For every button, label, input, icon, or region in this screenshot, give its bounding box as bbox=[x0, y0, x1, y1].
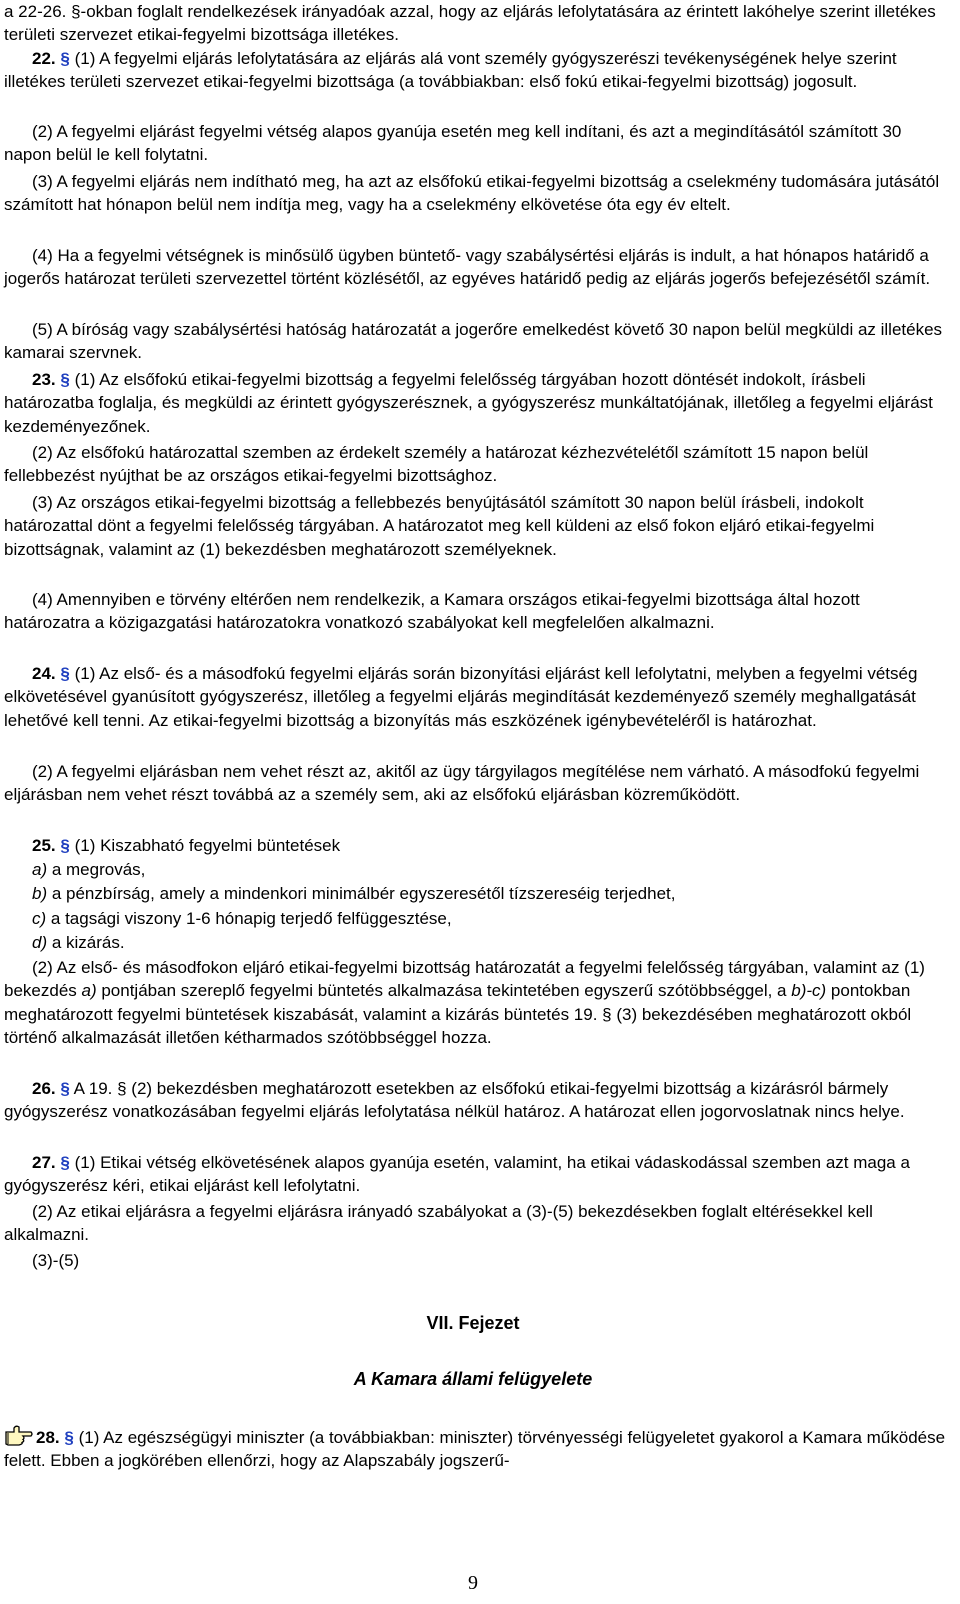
paragraph-intro bbox=[4, 0, 948, 47]
paragraph-text: A 19. § (2) bekezdésben meghatározott esetekben az elsőfokú etikai-fegyelmi bizottság a kizárásról bármely gyógyszerész vonatkozásában fegyelmi eljárás lefolytatása nélkül határoz. A határozat ellen jogorvoslatnak nincs helye. bbox=[4, 1079, 905, 1122]
pointing-hand-icon bbox=[4, 1424, 34, 1446]
section-24-paragraph-2 bbox=[4, 760, 948, 807]
paragraph-text: (2) A fegyelmi eljárást fegyelmi vétség alapos gyanúja esetén meg kell indítani, és azt a megindításától számított 30 napon belül le kell folytatni. bbox=[4, 122, 902, 165]
paragraph-text: (1) Az elsőfokú etikai-fegyelmi bizottság a fegyelmi felelősség tárgyában hozott döntését indokolt, írásbeli határozatba foglalja, és megküldi az érintett gyógyszerésznek, a gyógyszerész munkáltatójának, illetőleg a fegyelmi eljárást kezdeményezőnek. bbox=[4, 370, 933, 436]
section-number: 24. bbox=[32, 664, 56, 683]
paragraph-text: (2) Az elsőfokú határozattal szemben az érdekelt személy a határozat kézhezvételétől számított 15 napon belül fellebbezést nyújthat be az országos etikai-fegyelmi bizottsághoz. bbox=[4, 443, 869, 486]
section-22-paragraph-4 bbox=[4, 244, 948, 291]
section-27-paragraph-2 bbox=[4, 1200, 948, 1247]
list-item bbox=[32, 907, 452, 930]
section-sign-icon: § bbox=[60, 1153, 70, 1172]
paragraph-text: (3) Az országos etikai-fegyelmi bizottság a fellebbezés benyújtásától számított 30 napon belül írásbeli, indokolt határozattal dönt a fegyelmi felelősség tárgyában. A határozatot meg kell küldeni az első fokon eljáró etikai-fegyelmi bizottságnak, valamint az (1) bekezdésben meghatározott személyeknek. bbox=[4, 493, 875, 559]
paragraph-text: (2) Az etikai eljárásra a fegyelmi eljárásra irányadó szabályokat a (3)-(5) bekezdésekben foglalt eltérésekkel kell alkalmazni. bbox=[4, 1202, 873, 1245]
section-28-paragraph-1 bbox=[4, 1424, 948, 1473]
section-27-paragraph-1 bbox=[4, 1151, 948, 1198]
list-text: a pénzbírság, amely a mindenkori minimálbér egyszeresétől tízszereséig terjedhet, bbox=[47, 884, 676, 903]
section-23-paragraph-3 bbox=[4, 491, 948, 561]
section-number: 22. bbox=[32, 49, 56, 68]
paragraph-text: pontjában szereplő fegyelmi büntetés alkalmazása tekintetében egyszerű szótöbbséggel, a bbox=[96, 981, 792, 1001]
paragraph-text: (1) Kiszabható fegyelmi büntetések bbox=[74, 836, 341, 855]
section-26-paragraph bbox=[4, 1077, 948, 1124]
list-letter: d) bbox=[32, 933, 48, 952]
section-sign-icon: § bbox=[60, 664, 70, 683]
section-number: 23. bbox=[32, 370, 56, 389]
section-sign-icon: § bbox=[64, 1428, 74, 1447]
paragraph-text: (3)-(5) bbox=[32, 1251, 80, 1270]
section-number: 26. bbox=[32, 1079, 56, 1098]
section-25-paragraph-2 bbox=[4, 956, 948, 1050]
paragraph-text-italic: b)-c) bbox=[791, 981, 827, 1001]
section-sign-icon: § bbox=[60, 836, 70, 855]
paragraph-text: (1) Az egészségügyi miniszter (a továbbiakban: miniszter) törvényességi felügyeletet gyakorol a Kamara működése felett. Ebben a jogkörében ellenőrzi, hogy az Alapszabály jogszerű- bbox=[4, 1428, 946, 1471]
chapter-title: A Kamara állami felügyelete bbox=[353, 1369, 593, 1389]
list-text: a tagsági viszony 1-6 hónapig terjedő felfüggesztése, bbox=[46, 909, 452, 928]
section-23-paragraph-1 bbox=[4, 368, 948, 438]
paragraph-text-italic: a) bbox=[81, 981, 97, 1001]
section-22-paragraph-3 bbox=[4, 170, 948, 217]
section-25-paragraph-1 bbox=[4, 834, 948, 857]
section-27-paragraph-3 bbox=[4, 1249, 948, 1272]
paragraph-text: (2) A fegyelmi eljárásban nem vehet részt az, akitől az ügy tárgyilagos megítélése nem várható. A másodfokú fegyelmi eljárásban nem vehet részt továbbá az a személy sem, aki az elsőfokú eljárásban közreműködött. bbox=[4, 762, 920, 805]
paragraph-text: a 22-26. §-okban foglalt rendelkezések irányadóak azzal, hogy az eljárás lefolytatására az érintett lakóhelye szerint illetékes területi szervezet etikai-fegyelmi bizottsága illetékes. bbox=[4, 2, 936, 45]
paragraph-text: (5) A bíróság vagy szabálysértési hatóság határozatát a jogerőre emelkedést követő 30 napon belül megküldi az illetékes kamarai szervnek. bbox=[4, 320, 943, 363]
section-sign-icon: § bbox=[60, 1079, 70, 1098]
chapter-heading: VII. Fejezet bbox=[426, 1313, 520, 1333]
list-item bbox=[32, 882, 675, 905]
list-text: a kizárás. bbox=[47, 933, 125, 952]
section-number: 28. bbox=[36, 1428, 60, 1447]
paragraph-text: (1) Az első- és a másodfokú fegyelmi eljárás során bizonyítási eljárást kell lefolytatni, melyben a fegyelmi vétség elkövetésével gyanúsított gyógyszerész, illetőleg a fegyelmi eljárás megindítását kezdeményező személy meghallgatását lehetővé kell tenni. Az etikai-fegyelmi bizottság a bizonyítás más eszközének igénybevételéről is határozhat. bbox=[4, 664, 918, 730]
paragraph-text: (4) Ha a fegyelmi vétségnek is minősülő ügyben büntető- vagy szabálysértési eljárás is indult, a hat hónapos határidő a jogerős határozat területi szervezettel történt közlésétől, az egyéves határidő pedig az eljárás jogerős befejezésétől számít. bbox=[4, 246, 931, 289]
list-letter: c) bbox=[32, 909, 47, 928]
section-23-paragraph-2 bbox=[4, 441, 948, 488]
list-letter: b) bbox=[32, 884, 48, 903]
paragraph-text: (4) Amennyiben e törvény eltérően nem rendelkezik, a Kamara országos etikai-fegyelmi bizottsága által hozott határozatra a közigazgatási határozatokra vonatkozó szabályokat kell megfelelően alkalmazni. bbox=[4, 590, 860, 633]
section-number: 25. bbox=[32, 836, 56, 855]
paragraph-text: (1) A fegyelmi eljárás lefolytatására az eljárás alá vont személy gyógyszerészi tevékenységének helye szerint illetékes területi szervezet etikai-fegyelmi bizottsága (a továbbiakban: első fokú etikai-fegyelmi bizottság) jogosult. bbox=[4, 49, 897, 92]
paragraph-text: (2) Az első- és másodfokon eljáró etikai-fegyelmi bizottság határozatát a fegyelmi felelősség tárgyában, valamint az (1) bekezdés bbox=[4, 958, 925, 1001]
list-text: a megrovás, bbox=[47, 860, 146, 879]
list-letter: a) bbox=[32, 860, 48, 879]
list-item bbox=[32, 931, 125, 954]
paragraph-text: (3) A fegyelmi eljárás nem indítható meg, ha azt az elsőfokú etikai-fegyelmi bizottság a cselekmény tudomására jutásától számított hat hónapon belül nem indítja meg, vagy ha a cselekmény elkövetése óta egy év eltelt. bbox=[4, 172, 940, 215]
section-22-paragraph-1 bbox=[4, 47, 948, 94]
section-number: 27. bbox=[32, 1153, 56, 1172]
section-23-paragraph-4 bbox=[4, 588, 948, 635]
paragraph-text: pontokban meghatározott fegyelmi büntetések kiszabását, valamint a kizárás büntetés 19. § (3) bekezdésében meghatározott okból történő alkalmazását illetően kétharmados szótöbbséggel hozza. bbox=[4, 981, 912, 1048]
list-item bbox=[32, 858, 145, 881]
section-24-paragraph-1 bbox=[4, 662, 948, 732]
section-sign-icon: § bbox=[60, 49, 70, 68]
section-sign-icon: § bbox=[60, 370, 70, 389]
page-number: 9 bbox=[468, 1572, 478, 1594]
section-22-paragraph-2 bbox=[4, 120, 948, 167]
paragraph-text: (1) Etikai vétség elkövetésének alapos gyanúja esetén, valamint, ha etikai vádaskodással szemben azt maga a gyógyszerész kéri, etikai eljárást kell lefolytatni. bbox=[4, 1153, 910, 1196]
section-22-paragraph-5 bbox=[4, 318, 948, 365]
